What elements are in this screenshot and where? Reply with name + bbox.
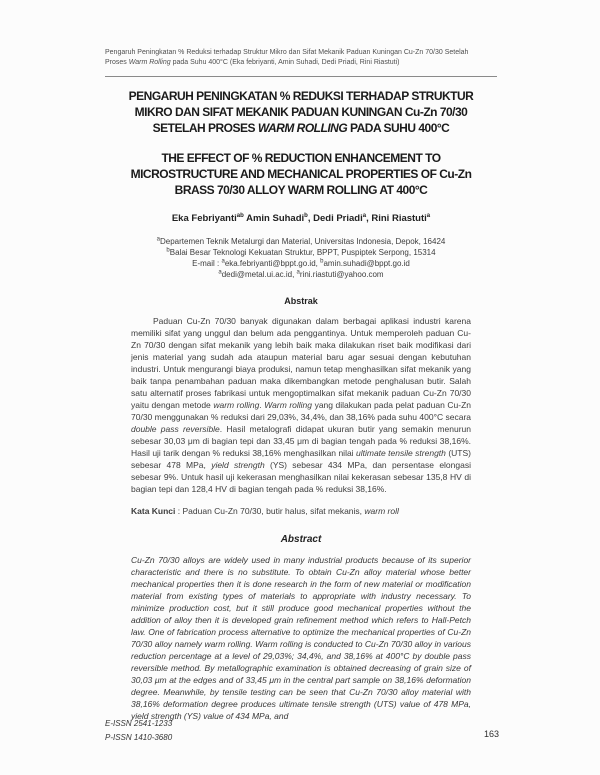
footer-eissn: E-ISSN 2541-1233 xyxy=(105,719,173,728)
page-content xyxy=(105,48,497,722)
title-indonesian-line3: SETELAH PROSES WARM ROLLING PADA SUHU 400°C xyxy=(152,121,450,135)
keywords-line: Kata Kunci : Paduan Cu-Zn 70/30, butir halus, sifat mekanis, warm roll xyxy=(131,506,399,516)
issn-footer xyxy=(105,717,172,745)
abstract-indonesian-paragraph: Paduan Cu-Zn 70/30 banyak digunakan dalam berbagai aplikasi industri karena memiliki sifat yang unggul dan belum ada penggantinya. Untuk memperoleh paduan Cu-Zn 70/30 dengan sifat mekanik yang lebih baik maka dilakukan riset baik modifikasi dari jenis material yang sudah ada ataupun material baru agar sesuai dengan kebutuhan industri. Untuk mengurangi biaya produksi, namun tetap menghasilkan sifat mekanik yang baik tanpa penambahan paduan maka dikembangkan metode penghalusan butir. Salah satu alternatif proses fabrikasi untuk mengoptimalkan sifat mekanik paduan Cu-Zn 70/30 yaitu dengan metode warm rolling. Warm rolling yang dilakukan pada pelat paduan Cu-Zn 70/30 menggunakan % reduksi dari 29,03%, 34,4%, dan 38,16% pada suhu 400°C secara double pass reversible. Hasil metalografi didapat ukuran butir yang semakin menurun sebesar 30,03 μm di bagian tepi dan 33,45 μm di bagian tengah pada % reduksi 38,16%. Hasil uji tarik dengan % reduksi 38,16% menghasilkan nilai ultimate tensile strength (UTS) sebesar 478 MPa, yield strength (YS) sebesar 434 MPa, dan persentase elongasi sebesar 9%. Untuk hasil uji kekerasan menghasilkan nilai kekerasan sebesar 135,8 HV di bagian tepi dan 128,4 HV di bagian tengah pada % reduksi 38,16%. xyxy=(131,316,471,494)
title-english-line1: THE EFFECT OF % REDUCTION ENHANCEMENT TO xyxy=(161,151,441,165)
title-indonesian xyxy=(105,88,497,136)
authors-line: Eka Febriyanti$^{ab}$ Amin Suhadi$^b$, Dedi Priadi$^a$, Rini Riastuti$^a$ xyxy=(171,212,431,224)
footer-pissn: P-ISSN 1410-3680 xyxy=(105,733,173,742)
page-number: 163 xyxy=(483,729,499,739)
affiliations-block xyxy=(105,236,497,280)
title-english-line2: MICROSTRUCTURE AND MECHANICAL PROPERTIES OF Cu-Zn xyxy=(130,167,472,181)
title-indonesian-line2: MIKRO DAN SIFAT MEKANIK PADUAN KUNINGAN Cu-Zn 70/30 xyxy=(134,105,468,119)
email-line-2: $^a$dedi@metal.ui.ac.id, $^a$rini.riastuti@yahoo.com xyxy=(218,269,384,279)
abstract-english-paragraph: Cu-Zn 70/30 alloys are widely used in many industrial products because of its superior characteristic and there is no substitute. To obtain Cu-Zn alloy material whose better mechanical properties then it is done research in the form of new material or modification material from existing types of materials to appropriate with industry necessary. To minimize production cost, but it still produce good mechanical properties without the addition of alloy then it is developed grain refinement method which refers to Hall-Petch law. One of fabrication process alternative to optimize the mechanical properties of Cu-Zn 70/30 alloy namely warm rolling. Warm rolling is conducted to Cu-Zn 70/30 alloy in various reduction percentage at a level of 29,03%; 34,4%, and 38,16% at 400°C by double pass reversible method. By metallographic examination is obtained decreasing of grain size of 30,03 μm at the edges and of 33,45 μm in the central part sample on 38,16% deformation degree. Meanwhile, by tensile testing can be seen that Cu-Zn 70/30 alloy material with 38,16% deformation degree produces ultimate tensile strength (UTS) value of 478 MPa, yield strength (YS) value of 434 MPa, and xyxy=(131,555,471,721)
running-header xyxy=(105,48,497,68)
title-english-line3: BRASS 70/30 ALLOY WARM ROLLING AT 400°C xyxy=(174,183,428,197)
affiliation-line-2: $^b$Balai Besar Teknologi Kekuatan Struktur, BPPT, Puspiptek Serpong, 15314 xyxy=(166,247,436,257)
title-indonesian-line1: PENGARUH PENINGKATAN % REDUKSI TERHADAP STRUKTUR xyxy=(128,89,474,103)
email-line-1: E-mail : $^a$eka.febriyanti@bppt.go.id, $^b$amin.suhadi@bppt.go.id xyxy=(192,258,410,268)
affiliation-line-1: $^a$Departemen Teknik Metalurgi dan Material, Universitas Indonesia, Depok, 16424 xyxy=(156,236,446,246)
abstract-heading: Abstract xyxy=(280,534,322,545)
header-rule xyxy=(105,76,497,77)
running-header-line1: Pengaruh Peningkatan % Reduksi terhadap Struktur Mikro dan Sifat Mekanik Paduan Kuningan Cu-Zn 70/30 Setelah xyxy=(105,49,469,56)
running-header-line2: Proses Warm Rolling pada Suhu 400°C (Eka febriyanti, Amin Suhadi, Dedi Priadi, Rini Riastuti) xyxy=(105,59,400,66)
title-english xyxy=(105,150,497,198)
abstrak-heading: Abstrak xyxy=(284,296,318,306)
